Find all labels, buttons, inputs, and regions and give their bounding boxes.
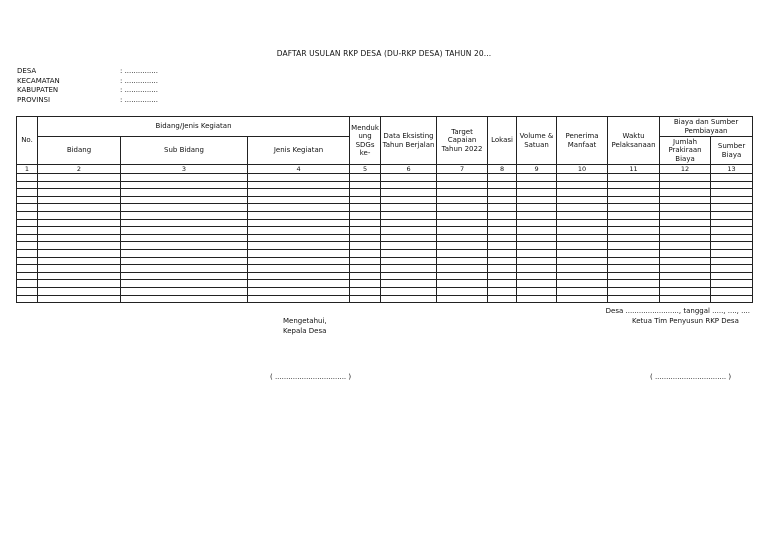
- table-cell: [608, 257, 660, 265]
- table-cell: [38, 287, 121, 295]
- table-cell: [38, 174, 121, 182]
- table-cell: [517, 181, 557, 189]
- table-cell: [350, 204, 381, 212]
- table-cell: [121, 295, 248, 303]
- table-cell: [248, 257, 350, 265]
- table-cell: [437, 181, 488, 189]
- table-cell: [711, 272, 753, 280]
- table-row: [17, 272, 753, 280]
- table-cell: [381, 181, 437, 189]
- table-cell: [660, 219, 711, 227]
- table-cell: [437, 227, 488, 235]
- table-cell: [557, 189, 608, 197]
- table-cell: [711, 196, 753, 204]
- table-cell: [248, 181, 350, 189]
- table-row: [17, 181, 753, 189]
- column-number: 3: [121, 165, 248, 174]
- table-cell: [488, 287, 517, 295]
- table-cell: [17, 295, 38, 303]
- table-cell: [711, 211, 753, 219]
- table-cell: [517, 287, 557, 295]
- table-cell: [437, 249, 488, 257]
- table-row: [17, 242, 753, 250]
- col-header-lokasi: Lokasi: [488, 117, 517, 165]
- table-cell: [350, 257, 381, 265]
- table-cell: [557, 234, 608, 242]
- table-cell: [350, 189, 381, 197]
- ketua-tim-name-placeholder: ( ................................ ): [650, 373, 732, 381]
- table-cell: [711, 181, 753, 189]
- col-header-jumlah-prakiraan: Jumlah Prakiraan Biaya: [660, 137, 711, 165]
- table-cell: [17, 219, 38, 227]
- table-cell: [517, 234, 557, 242]
- table-cell: [608, 295, 660, 303]
- meta-row-kecamatan: [17, 77, 158, 87]
- table-cell: [711, 295, 753, 303]
- table-cell: [17, 204, 38, 212]
- table-cell: [711, 204, 753, 212]
- table-cell: [517, 257, 557, 265]
- table-cell: [711, 227, 753, 235]
- column-number: 4: [248, 165, 350, 174]
- date-line: Desa ........................, tanggal ....., ...., ....: [605, 307, 750, 315]
- meta-label: KABUPATEN: [17, 86, 59, 94]
- table-cell: [38, 227, 121, 235]
- table-cell: [711, 249, 753, 257]
- table-cell: [437, 204, 488, 212]
- table-row: [17, 295, 753, 303]
- table-cell: [17, 272, 38, 280]
- table-cell: [381, 196, 437, 204]
- table-cell: [17, 181, 38, 189]
- table-cell: [121, 249, 248, 257]
- table-cell: [557, 204, 608, 212]
- table-row: [17, 249, 753, 257]
- table-cell: [711, 174, 753, 182]
- column-number: 9: [517, 165, 557, 174]
- mengetahui-label: Mengetahui,: [283, 317, 327, 325]
- col-header-volume-satuan: Volume & Satuan: [517, 117, 557, 165]
- table-cell: [17, 265, 38, 273]
- table-row: [17, 257, 753, 265]
- table-row: [17, 287, 753, 295]
- table-cell: [437, 211, 488, 219]
- table-cell: [711, 189, 753, 197]
- table-cell: [350, 174, 381, 182]
- table-cell: [38, 189, 121, 197]
- table-cell: [437, 272, 488, 280]
- table-cell: [248, 295, 350, 303]
- table-cell: [517, 280, 557, 288]
- column-number: 7: [437, 165, 488, 174]
- col-header-sub-bidang: Sub Bidang: [121, 137, 248, 165]
- table-cell: [711, 280, 753, 288]
- table-cell: [711, 257, 753, 265]
- meta-row-desa: [17, 67, 158, 77]
- table-cell: [38, 265, 121, 273]
- col-header-penerima-manfaat: Penerima Manfaat: [557, 117, 608, 165]
- table-cell: [381, 242, 437, 250]
- table-cell: [517, 204, 557, 212]
- table-cell: [17, 211, 38, 219]
- table-cell: [488, 174, 517, 182]
- table-row: [17, 234, 753, 242]
- table-cell: [557, 249, 608, 257]
- table-cell: [350, 272, 381, 280]
- table-cell: [608, 196, 660, 204]
- table-cell: [437, 189, 488, 197]
- table-cell: [608, 242, 660, 250]
- table-cell: [350, 234, 381, 242]
- table-cell: [557, 272, 608, 280]
- table-cell: [517, 219, 557, 227]
- table-cell: [557, 174, 608, 182]
- table-cell: [488, 196, 517, 204]
- table-cell: [381, 189, 437, 197]
- meta-value: : ...............: [120, 67, 158, 75]
- table-cell: [38, 211, 121, 219]
- table-cell: [660, 211, 711, 219]
- meta-row-provinsi: [17, 96, 158, 106]
- table-row: [17, 189, 753, 197]
- table-cell: [557, 287, 608, 295]
- table-cell: [660, 257, 711, 265]
- table-cell: [711, 242, 753, 250]
- table-cell: [248, 189, 350, 197]
- kepala-desa-label: Kepala Desa: [283, 326, 327, 335]
- table-cell: [121, 174, 248, 182]
- column-number: 6: [381, 165, 437, 174]
- table-cell: [121, 287, 248, 295]
- table-cell: [517, 265, 557, 273]
- table-cell: [38, 181, 121, 189]
- col-header-mendukung-sdgs: Menduk ung SDGs ke-: [350, 117, 381, 165]
- table-cell: [38, 196, 121, 204]
- table-cell: [381, 211, 437, 219]
- table-cell: [121, 272, 248, 280]
- empty-rows: [17, 174, 753, 303]
- table-cell: [121, 227, 248, 235]
- col-header-bidang: Bidang: [38, 137, 121, 165]
- table-cell: [350, 227, 381, 235]
- table-cell: [38, 219, 121, 227]
- table-cell: [660, 242, 711, 250]
- table-cell: [350, 280, 381, 288]
- column-number: 13: [711, 165, 753, 174]
- table-row: [17, 227, 753, 235]
- table-cell: [17, 174, 38, 182]
- table-cell: [248, 265, 350, 273]
- table-cell: [381, 204, 437, 212]
- table-cell: [437, 280, 488, 288]
- table-cell: [608, 272, 660, 280]
- table-cell: [488, 234, 517, 242]
- table-cell: [121, 234, 248, 242]
- table-cell: [660, 196, 711, 204]
- table-cell: [121, 265, 248, 273]
- column-number-row: [17, 165, 753, 174]
- table-cell: [248, 174, 350, 182]
- col-header-data-eksisting: Data Eksisting Tahun Berjalan: [381, 117, 437, 165]
- meta-label: PROVINSI: [17, 95, 51, 104]
- col-header-no: No.: [17, 117, 38, 165]
- table-cell: [517, 295, 557, 303]
- table-cell: [608, 280, 660, 288]
- table-row: [17, 174, 753, 182]
- table-cell: [517, 196, 557, 204]
- table-cell: [350, 265, 381, 273]
- table-cell: [608, 219, 660, 227]
- column-number: 8: [488, 165, 517, 174]
- table-cell: [350, 295, 381, 303]
- table-cell: [381, 249, 437, 257]
- table-cell: [660, 249, 711, 257]
- column-number: 11: [608, 165, 660, 174]
- table-cell: [660, 204, 711, 212]
- table-cell: [660, 272, 711, 280]
- table-cell: [17, 234, 38, 242]
- table-row: [17, 265, 753, 273]
- table-cell: [660, 295, 711, 303]
- table-cell: [248, 242, 350, 250]
- table-cell: [660, 227, 711, 235]
- table-cell: [437, 174, 488, 182]
- table-cell: [608, 211, 660, 219]
- table-cell: [437, 265, 488, 273]
- table-cell: [381, 280, 437, 288]
- table-cell: [608, 181, 660, 189]
- table-cell: [517, 242, 557, 250]
- meta-block: [17, 67, 158, 105]
- table-cell: [608, 234, 660, 242]
- table-cell: [557, 196, 608, 204]
- table-cell: [608, 287, 660, 295]
- signature-left: [283, 317, 327, 336]
- table-cell: [350, 219, 381, 227]
- table-cell: [517, 272, 557, 280]
- table-cell: [381, 227, 437, 235]
- table-cell: [437, 257, 488, 265]
- table-cell: [557, 265, 608, 273]
- table-cell: [660, 181, 711, 189]
- table-row: [17, 196, 753, 204]
- column-number: 5: [350, 165, 381, 174]
- col-header-sumber-biaya: Sumber Biaya: [711, 137, 753, 165]
- table-cell: [350, 242, 381, 250]
- table-cell: [121, 181, 248, 189]
- column-number: 2: [38, 165, 121, 174]
- table-cell: [660, 234, 711, 242]
- table-cell: [248, 196, 350, 204]
- table-cell: [248, 227, 350, 235]
- table-cell: [121, 280, 248, 288]
- table-cell: [17, 227, 38, 235]
- table-cell: [38, 272, 121, 280]
- table-cell: [488, 249, 517, 257]
- table-cell: [38, 280, 121, 288]
- table-cell: [17, 280, 38, 288]
- table-cell: [608, 249, 660, 257]
- table-cell: [248, 249, 350, 257]
- col-header-target-capaian: Target Capaian Tahun 2022: [437, 117, 488, 165]
- table-cell: [711, 234, 753, 242]
- table-cell: [557, 211, 608, 219]
- meta-label: DESA: [17, 67, 37, 75]
- meta-row-kabupaten: [17, 86, 158, 96]
- table-cell: [660, 189, 711, 197]
- table-cell: [17, 242, 38, 250]
- table-cell: [437, 219, 488, 227]
- meta-label: KECAMATAN: [17, 76, 60, 85]
- table-cell: [517, 249, 557, 257]
- table-cell: [437, 287, 488, 295]
- table-cell: [121, 189, 248, 197]
- table-cell: [488, 257, 517, 265]
- table-cell: [17, 189, 38, 197]
- meta-value: : ...............: [120, 95, 158, 104]
- table-cell: [248, 287, 350, 295]
- table-cell: [17, 196, 38, 204]
- table-cell: [557, 280, 608, 288]
- table-cell: [437, 234, 488, 242]
- table-cell: [608, 265, 660, 273]
- table-cell: [517, 211, 557, 219]
- meta-value: : ...............: [120, 76, 158, 85]
- table-cell: [711, 265, 753, 273]
- table-cell: [381, 257, 437, 265]
- table-cell: [557, 295, 608, 303]
- table-cell: [488, 242, 517, 250]
- table-cell: [488, 272, 517, 280]
- ketua-tim-label: Ketua Tim Penyusun RKP Desa: [632, 317, 739, 325]
- table-cell: [381, 287, 437, 295]
- table-cell: [660, 265, 711, 273]
- table-cell: [517, 227, 557, 235]
- table-cell: [660, 174, 711, 182]
- table-cell: [38, 249, 121, 257]
- meta-value: : ...............: [120, 86, 158, 94]
- table-cell: [488, 265, 517, 273]
- table-cell: [517, 189, 557, 197]
- table-cell: [381, 295, 437, 303]
- table-cell: [660, 287, 711, 295]
- table-row: [17, 219, 753, 227]
- table-cell: [488, 295, 517, 303]
- table-cell: [381, 272, 437, 280]
- usulan-table: [16, 116, 753, 303]
- table-cell: [557, 181, 608, 189]
- table-cell: [608, 227, 660, 235]
- column-number: 10: [557, 165, 608, 174]
- table-cell: [17, 249, 38, 257]
- table-cell: [17, 257, 38, 265]
- table-cell: [711, 219, 753, 227]
- kepala-desa-name-placeholder: ( ................................ ): [270, 373, 352, 381]
- table-cell: [557, 219, 608, 227]
- table-cell: [248, 234, 350, 242]
- table-cell: [248, 211, 350, 219]
- col-header-biaya-sumber: Biaya dan Sumber Pembiayaan: [660, 117, 753, 137]
- table-cell: [350, 287, 381, 295]
- col-header-waktu-pelaksanaan: Waktu Pelaksanaan: [608, 117, 660, 165]
- table-cell: [350, 196, 381, 204]
- table-cell: [557, 257, 608, 265]
- table-cell: [608, 189, 660, 197]
- table-cell: [121, 204, 248, 212]
- table-cell: [248, 280, 350, 288]
- table-cell: [350, 181, 381, 189]
- table-cell: [660, 280, 711, 288]
- table-cell: [488, 181, 517, 189]
- table-row: [17, 280, 753, 288]
- table-cell: [38, 234, 121, 242]
- table-cell: [248, 272, 350, 280]
- column-number: 1: [17, 165, 38, 174]
- table-cell: [488, 204, 517, 212]
- table-cell: [557, 227, 608, 235]
- table-cell: [121, 196, 248, 204]
- table-cell: [38, 257, 121, 265]
- table-cell: [38, 295, 121, 303]
- table-cell: [488, 219, 517, 227]
- header-row-1: [17, 117, 753, 137]
- col-header-jenis-kegiatan: Jenis Kegiatan: [248, 137, 350, 165]
- table-cell: [248, 204, 350, 212]
- table-cell: [517, 174, 557, 182]
- table-cell: [437, 242, 488, 250]
- table-cell: [121, 257, 248, 265]
- table-cell: [437, 295, 488, 303]
- table-row: [17, 211, 753, 219]
- table-cell: [488, 280, 517, 288]
- table-cell: [350, 249, 381, 257]
- table-cell: [608, 204, 660, 212]
- table-cell: [437, 196, 488, 204]
- table-cell: [488, 227, 517, 235]
- table-row: [17, 204, 753, 212]
- table-cell: [38, 204, 121, 212]
- table-cell: [121, 211, 248, 219]
- table-cell: [350, 211, 381, 219]
- table-cell: [248, 219, 350, 227]
- table-cell: [488, 189, 517, 197]
- table-cell: [121, 242, 248, 250]
- table-cell: [38, 242, 121, 250]
- col-header-bidang-jenis: Bidang/Jenis Kegiatan: [38, 117, 350, 137]
- table-cell: [121, 219, 248, 227]
- table-cell: [381, 219, 437, 227]
- document-title: DAFTAR USULAN RKP DESA (DU-RKP DESA) TAHUN 20...: [276, 49, 492, 58]
- table-cell: [711, 287, 753, 295]
- table-cell: [381, 234, 437, 242]
- column-number: 12: [660, 165, 711, 174]
- table-cell: [17, 287, 38, 295]
- table-cell: [608, 174, 660, 182]
- table-cell: [381, 174, 437, 182]
- table-cell: [557, 242, 608, 250]
- table-cell: [381, 265, 437, 273]
- table-cell: [488, 211, 517, 219]
